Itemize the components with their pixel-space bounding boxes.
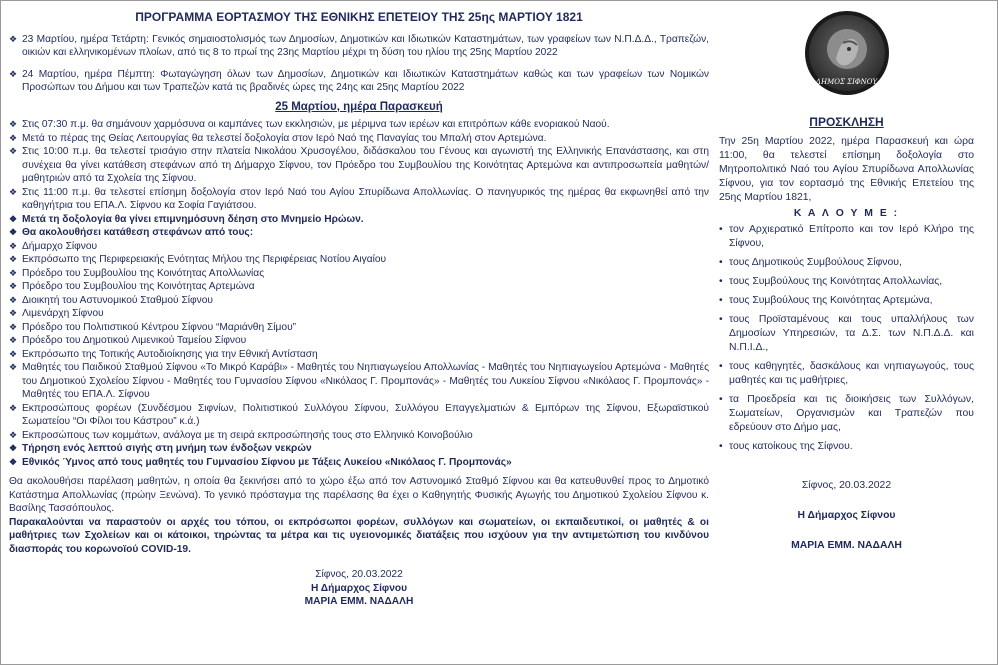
programme-item: ❖ Μετά τη δοξολογία θα γίνει επιμνημόσυνη δέηση στο Μνημείο Ηρώων. — [9, 213, 709, 227]
day-24-paragraph: ❖ 24 Μαρτίου, ημέρα Πέμπτη: Φωταγώγηση όλων των Δημοσίων, Δημοτικών και Ιδιωτικών Καταστημάτων καθώς και των γραφείων των Νομικών Προσώπων του Δήμου και των Τραπεζών κατά τις βραδινές ώρες της 24ης και 25ης Μαρτίου 2022 — [9, 68, 709, 95]
programme-item: ❖ Μετά το πέρας της Θείας Λειτουργίας θα τελεστεί δοξολογία στον Ιερό Ναό της Παναγίας του Μπαλή στον Αρτεμώνα. — [9, 132, 709, 146]
programme-item: ❖ Πρόεδρο του Δημοτικού Λιμενικού Ταμείου Σίφνου — [9, 334, 709, 348]
signature-name: ΜΑΡΙΑ ΕΜΜ. ΝΑΔΑΛΗ — [304, 596, 414, 607]
programme-item: ❖ Δήμαρχο Σίφνου — [9, 240, 709, 254]
invitee-item: • τους καθηγητές, δασκάλους και νηπιαγωγούς, τους μαθητές και τις μαθήτριες, — [719, 360, 974, 388]
programme-item: ❖ Θα ακολουθήσει κατάθεση στεφάνων από τους: — [9, 226, 709, 240]
programme-item: ❖ Μαθητές του Παιδικού Σταθμού Σίφνου «Το Μικρό Καράβι» - Μαθητές του Νηπιαγωγείου Απολλωνίας - Μαθητές του Νηπιαγωγείου Αρτεμώνα - Μαθητές του Δημοτικού Σχολείου Σίφνου - Μαθητές του Γυμνασίου Σίφνου «Νικόλαος Γ. Προμπονάς» - Μαθητές του Λυκείου Σίφνου «Νικόλαος Γ. Προμπονάς» - Μαθητές του ΕΠΑ.Λ. Σίφνου — [9, 361, 709, 402]
invitee-item: • τους Συμβούλους της Κοινότητας Απολλωνίας, — [719, 275, 974, 289]
kaloume-heading: Κ Α Λ Ο Υ Μ Ε : — [793, 208, 900, 219]
invitation-title: ΠΡΟΣΚΛΗΣΗ — [809, 115, 884, 129]
programme-item: ❖ Λιμενάρχη Σίφνου — [9, 307, 709, 321]
day-23-paragraph: ❖ 23 Μαρτίου, ημέρα Τετάρτη: Γενικός σημαιοστολισμός των Δημοσίων, Δημοτικών και Ιδιωτικών Καταστημάτων, των γραφείων των Ν.Π.Δ.Δ., Τραπεζών, οικιών και ελληνικομένων πλοίων, από τις 8 το πρωί της 23ης Μαρτίου μέχρι τη δύση του ηλίου της 25ης Μαρτίου 2022 — [9, 33, 709, 60]
invitee-item: • τον Αρχιερατικό Επίτροπο και τον Ιερό Κλήρο της Σίφνου, — [719, 223, 974, 251]
signature-role: Η Δήμαρχος Σίφνου — [310, 582, 408, 594]
invitee-item: • τα Προεδρεία και τις διοικήσεις των Συλλόγων, Σωματείων, Οργανισμών και Τραπεζών που εδρεύουν στο Δήμο μας, — [719, 393, 974, 435]
invitation-intro: Την 25η Μαρτίου 2022, ημέρα Παρασκευή και ώρα 11:00, θα τελεστεί επίσημη δοξολογία στο Μητροπολιτικό Ναό του Αγίου Σπυρίδωνα Απολλωνίας Σίφνου, για τον εορτασμό της Εθνικής Επετείου της 25ης Μαρτίου 1821, — [719, 136, 974, 203]
programme-item: ❖ Εκπροσώπους φορέων (Συνδέσμου Σιφνίων, Πολιτιστικού Συλλόγου Σίφνου, Συλλόγου Επαγγελματιών & Εμπόρων της Σίφνου, Εξωραϊστικού Σωματείου “Οι Φίλοι του Κάστρου” κ.ά.) — [9, 402, 709, 429]
invitation-signature-name: ΜΑΡΙΑ ΕΜΜ. ΝΑΔΑΛΗ — [791, 540, 902, 551]
programme-item: ❖ Στις 07:30 π.μ. θα σημάνουν χαρμόσυνα οι καμπάνες των εκκλησιών, με μέριμνα των ιερέων και επιτρόπων κάθε ενοριακού Ναού. — [9, 118, 709, 132]
programme-item: ❖ Πρόεδρο του Πολιτιστικού Κέντρου Σίφνου “Μαριάνθη Σίμου” — [9, 321, 709, 335]
signature-place: Σίφνος, 20.03.2022 — [315, 569, 403, 580]
programme-item: ❖ Διοικητή του Αστυνομικού Σταθμού Σίφνου — [9, 294, 709, 308]
parade-paragraph: Θα ακολουθήσει παρέλαση μαθητών, η οποία θα ξεκινήσει από το χώρο έξω από τον Αστυνομικό Σταθμό Σίφνου και θα κατευθυνθεί προς το Δημοτικό Κατάστημα Απολλωνίας (πρώην Ξενώνα). Το γενικό πρόσταγμα της παρέλασης θα έχει ο Καθηγητής Φυσικής Αγωγής του Δημοτικού Σχολείου Σίφνου κ. Βασίλης Τασσόπουλος. — [9, 476, 709, 514]
programme-item: ❖ Εκπρόσωπο της Περιφερειακής Ενότητας Μήλου της Περιφέρειας Νοτίου Αιγαίου — [9, 253, 709, 267]
invitee-item: • τους Προϊσταμένους και τους υπαλλήλους των Δημοσίων Υπηρεσιών, τα Δ.Σ. των Ν.Π.Δ.Δ. και Ν.Π.Ι.Δ., — [719, 313, 974, 355]
programme-item: ❖ Πρόεδρο του Συμβουλίου της Κοινότητας Απολλωνίας — [9, 267, 709, 281]
logo-text: ΔΗΜΟΣ ΣΙΦΝΟΥ — [815, 78, 878, 86]
programme-column — [9, 7, 709, 609]
invitees-list — [719, 223, 974, 454]
programme-item: ❖ Στις 11:00 π.μ. θα τελεστεί επίσημη δοξολογία στον Ιερό Ναό του Αγίου Σπυρίδωνα Απολλωνίας. Ο πανηγυρικός της ημέρας θα εκφωνηθεί από την καθηγήτρια του ΕΠΑ.Λ. Σίφνου κα Σοφία Γαγιάτσου. — [9, 186, 709, 213]
invitation-signature-role: Η Δήμαρχος Σίφνου — [797, 510, 896, 521]
invitee-item: • τους κατοίκους της Σίφνου. — [719, 440, 974, 454]
programme-item: ❖ Στις 10:00 π.μ. θα τελεστεί τρισάγιο στην πλατεία Νικολάου Χρυσογέλου, διδάσκαλου του Γένους και αγωνιστή της Ελληνικής Επανάστασης, και στη συνέχεια θα γίνει κατάθεση στεφάνων από τη Δήμαρχο Σίφνου, τον Πρόεδρο του Συμβουλίου της Κοινότητας Αρτεμώνα και αντιπροσωπεία μαθητών/μαθητριών από τα Σχολεία της Σίφνου. — [9, 145, 709, 186]
programme-item: ❖ Πρόεδρο του Συμβουλίου της Κοινότητας Αρτεμώνα — [9, 280, 709, 294]
programme-item: ❖ Εκπρόσωπο της Τοπικής Αυτοδιοίκησης για την Εθνική Αντίσταση — [9, 348, 709, 362]
day-25-subtitle: 25 Μαρτίου, ημέρα Παρασκευή — [275, 100, 443, 113]
programme-item: ❖ Τήρηση ενός λεπτού σιγής στη μνήμη των ένδοξων νεκρών — [9, 442, 709, 456]
programme-title: ΠΡΟΓΡΑΜΜΑ ΕΟΡΤΑΣΜΟΥ ΤΗΣ ΕΘΝΙΚΗΣ ΕΠΕΤΕΙΟΥ ΤΗΣ 25ης ΜΑΡΤΙΟΥ 1821 — [135, 10, 583, 24]
programme-list — [9, 118, 709, 469]
programme-item: ❖ Εθνικός Ύμνος από τους μαθητές του Γυμνασίου Σίφνου με Τάξεις Λυκείου «Νικόλαος Γ. Προμπονάς» — [9, 456, 709, 470]
invitee-item: • τους Συμβούλους της Κοινότητας Αρτεμώνα, — [719, 294, 974, 308]
attendance-paragraph: Παρακαλούνται να παραστούν οι αρχές του τόπου, οι εκπρόσωποι φορέων, συλλόγων και σωματείων, οι εκπαιδευτικοί, οι μαθητές & οι μαθήτριες των Σχολείων και οι κάτοικοι, τηρώντας τα μέτρα και τις υγειονομικές διατάξεις που ισχύουν για την αντιμετώπιση του κινδύνου διασποράς του κορωνοϊού COVID-19. — [9, 516, 709, 555]
invitation-signature-place: Σίφνος, 20.03.2022 — [801, 480, 892, 491]
invitation-column — [719, 7, 974, 553]
municipality-logo — [803, 9, 891, 97]
programme-item: ❖ Εκπροσώπους των κομμάτων, ανάλογα με τη σειρά εκπροσώπησής τους στο Ελληνικό Κοινοβούλιο — [9, 429, 709, 443]
invitee-item: • τους Δημοτικούς Συμβούλους Σίφνου, — [719, 256, 974, 270]
